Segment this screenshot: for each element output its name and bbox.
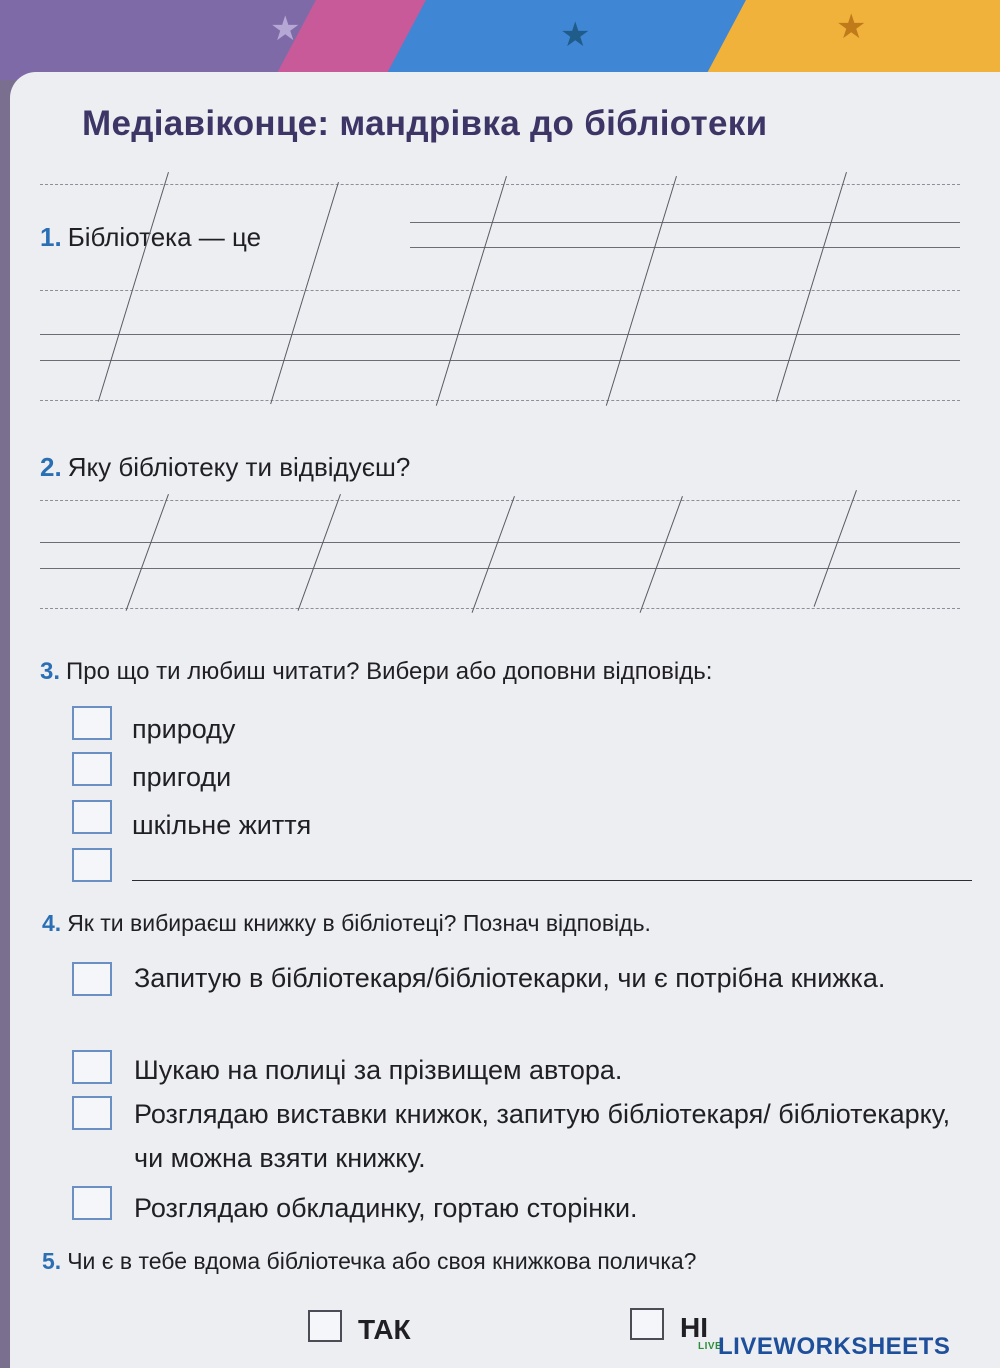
checkbox-school-life[interactable] bbox=[72, 800, 112, 834]
option-no-label: НІ bbox=[680, 1312, 708, 1343]
writing-line-dashed bbox=[40, 290, 960, 291]
checkbox-exhibitions[interactable] bbox=[72, 1096, 112, 1130]
writing-line[interactable] bbox=[40, 568, 960, 569]
writing-line-dashed bbox=[40, 500, 960, 501]
question-number: 3. bbox=[40, 658, 61, 685]
writing-line[interactable] bbox=[40, 334, 960, 335]
worksheet-page bbox=[10, 72, 1000, 1368]
slant-guide-line bbox=[126, 494, 169, 611]
option-label: Запитую в бібліотекаря/бібліотекарки, чи є потрібна книжка. bbox=[134, 963, 886, 993]
slant-guide-line bbox=[814, 490, 857, 607]
question-text: Бібліотека — це bbox=[67, 222, 262, 252]
top-banner bbox=[0, 0, 1000, 80]
slant-guide-line bbox=[298, 494, 341, 611]
question-number: 5. bbox=[42, 1248, 62, 1274]
other-answer-line[interactable] bbox=[132, 880, 972, 881]
checkbox-no[interactable] bbox=[630, 1308, 664, 1340]
option-label: Шукаю на полиці за прізвищем автора. bbox=[134, 1055, 623, 1085]
option-yes-label: ТАК bbox=[358, 1314, 411, 1345]
slant-guide-line bbox=[776, 172, 847, 402]
writing-line[interactable] bbox=[40, 542, 960, 543]
question-5 bbox=[42, 1248, 696, 1275]
question-text: Про що ти любиш читати? Вибери або доповни відповідь: bbox=[66, 658, 713, 685]
checkbox-cover[interactable] bbox=[72, 1186, 112, 1220]
question-text: Яку бібліотеку ти відвідуєш? bbox=[67, 452, 411, 482]
option-label: Розглядаю обкладинку, гортаю сторінки. bbox=[134, 1193, 638, 1223]
slant-guide-line bbox=[472, 496, 515, 613]
slant-guide-line bbox=[640, 496, 683, 613]
logo-mark: LIVE bbox=[698, 1341, 723, 1352]
checkbox-shelf-author[interactable] bbox=[72, 1050, 112, 1084]
checkbox-adventures[interactable] bbox=[72, 752, 112, 786]
checkbox-other[interactable] bbox=[72, 848, 112, 882]
writing-line-dashed bbox=[40, 184, 960, 185]
question-text: Чи є в тебе вдома бібліотечка або своя книжкова поличка? bbox=[67, 1248, 697, 1274]
writing-line[interactable] bbox=[40, 360, 960, 361]
question-3 bbox=[40, 658, 712, 686]
checkbox-nature[interactable] bbox=[72, 706, 112, 740]
question-text: Як ти вибираєш книжку в бібліотеці? Познач відповідь. bbox=[67, 910, 651, 936]
question-4 bbox=[42, 910, 651, 937]
option-label: шкільне життя bbox=[132, 810, 312, 840]
logo-text: LIVEWORKSHEETS bbox=[718, 1333, 951, 1360]
writing-line[interactable] bbox=[410, 247, 960, 248]
option-label: пригоди bbox=[132, 762, 232, 792]
writing-line-dashed bbox=[40, 400, 960, 401]
checkbox-yes[interactable] bbox=[308, 1310, 342, 1342]
liveworksheets-logo bbox=[698, 1330, 950, 1364]
slant-guide-line bbox=[98, 172, 169, 402]
question-number: 2. bbox=[40, 452, 62, 482]
question-number: 1. bbox=[40, 222, 62, 252]
question-number: 4. bbox=[42, 910, 62, 936]
star-icon: ★ bbox=[836, 7, 867, 47]
star-icon: ★ bbox=[270, 9, 301, 49]
option-label: природу bbox=[132, 714, 236, 744]
writing-line-dashed bbox=[40, 608, 960, 609]
checkbox-ask-librarian[interactable] bbox=[72, 962, 112, 996]
page-title: Медіавіконце: мандрівка до бібліотеки bbox=[82, 104, 768, 143]
option-label: Розглядаю виставки книжок, запитую бібліотекаря/ бібліотекарку, чи можна взяти книжку. bbox=[134, 1099, 951, 1173]
question-2 bbox=[40, 452, 410, 483]
slant-guide-line bbox=[270, 182, 339, 404]
star-icon: ★ bbox=[560, 15, 591, 55]
